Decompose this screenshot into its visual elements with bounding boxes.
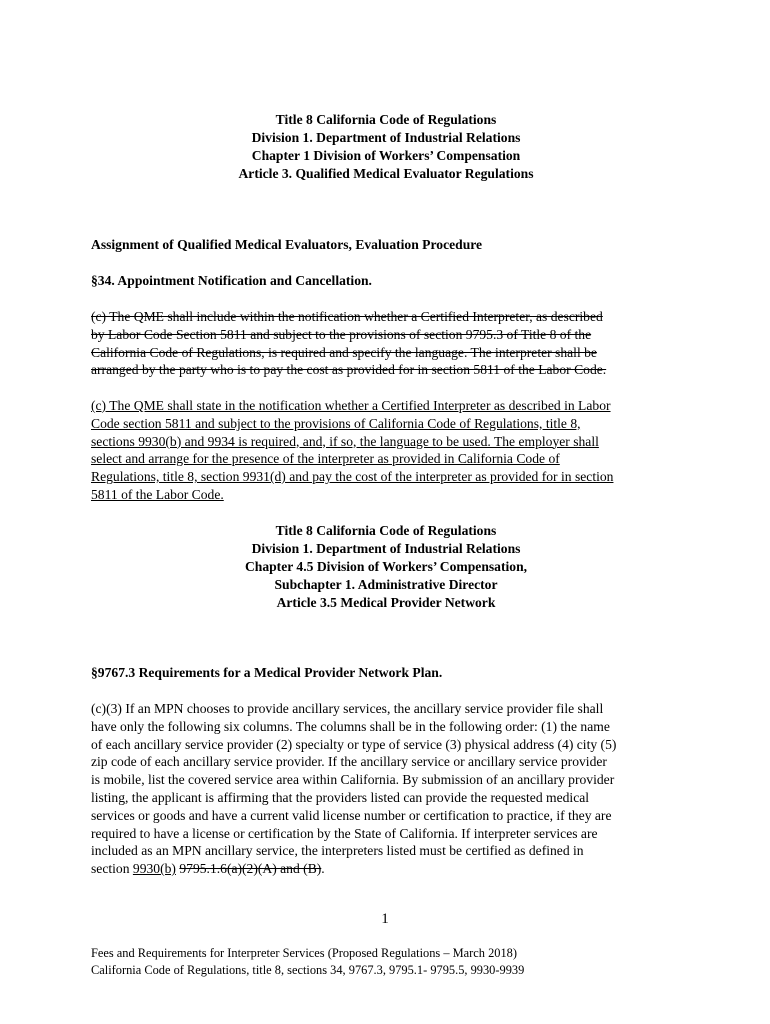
footer-line: California Code of Regulations, title 8, sections 34, 9767.3, 9795.1- 9795.5, 9930-9939 — [91, 963, 525, 977]
text-line: included as an MPN ancillary service, the interpreters listed must be certified as defined in — [91, 843, 584, 859]
text-line: (c)(3) If an MPN chooses to provide ancillary services, the ancillary service provider file shall — [91, 701, 604, 716]
page-number: 1 — [381, 911, 389, 927]
regulation-header-1 — [91, 111, 681, 183]
header-line: Division 1. Department of Industrial Relations — [251, 130, 521, 145]
header-line: Division 1. Department of Industrial Relations — [251, 541, 521, 556]
text-segment: . — [321, 861, 325, 877]
text-line: by Labor Code Section 5811 and subject to the provisions of section 9795.3 of Title 8 of the — [91, 326, 592, 342]
section-9767-3-paragraph — [91, 700, 681, 878]
section-34-heading: §34. Appointment Notification and Cancellation. — [91, 273, 372, 288]
text-line: Regulations, title 8, section 9931(d) and pay the cost of the interpreter as provided for in section — [91, 469, 614, 485]
text-line: California Code of Regulations, is required and specify the language. The interpreter shall be — [91, 344, 597, 360]
text-line: (c) The QME shall state in the notification whether a Certified Interpreter as described in Labor — [91, 398, 611, 413]
text-line: zip code of each ancillary service provider. If the ancillary service or ancillary service provider — [91, 754, 607, 770]
text-line: 5811 of the Labor Code. — [91, 486, 224, 502]
header-line: Article 3.5 Medical Provider Network — [276, 595, 496, 610]
text-line: sections 9930(b) and 9934 is required, and, if so, the language to be used. The employer shall — [91, 433, 599, 449]
header-line: Subchapter 1. Administrative Director — [274, 577, 498, 592]
text-line: of each ancillary service provider (2) specialty or type of service (3) physical address (4) city (5) — [91, 736, 617, 752]
header-line: Chapter 1 Division of Workers’ Compensation — [251, 148, 521, 163]
text-line: services or goods and have a current valid license number or certification to practice, if they are — [91, 807, 612, 823]
text-line: have only the following six columns. The columns shall be in the following order: (1) the name — [91, 718, 610, 734]
footer-line: Fees and Requirements for Interpreter Services (Proposed Regulations – March 2018) — [91, 946, 517, 960]
header-line: Title 8 California Code of Regulations — [275, 112, 497, 127]
header-line: Title 8 California Code of Regulations — [275, 523, 497, 538]
text-line: is mobile, list the covered service area within California. By submission of an ancillary provider — [91, 772, 615, 788]
text-line: required to have a license or certification by the State of California. If interpreter services are — [91, 825, 598, 841]
regulation-header-2 — [91, 522, 681, 612]
text-line: select and arrange for the presence of the interpreter as provided in California Code of — [91, 451, 560, 467]
header-line: Article 3. Qualified Medical Evaluator Regulations — [238, 166, 534, 181]
added-paragraph — [91, 397, 681, 504]
last-text-line — [91, 860, 681, 878]
header-line: Chapter 4.5 Division of Workers’ Compensation, — [244, 559, 528, 574]
deleted-paragraph — [91, 308, 681, 379]
page-footer — [91, 945, 524, 979]
section-subtitle: Assignment of Qualified Medical Evaluators, Evaluation Procedure — [91, 237, 483, 252]
section-9767-3-heading: §9767.3 Requirements for a Medical Provider Network Plan. — [91, 665, 443, 680]
text-line: (c) The QME shall include within the notification whether a Certified Interpreter, as described — [91, 309, 603, 324]
text-line: Code section 5811 and subject to the provisions of California Code of Regulations, title 8, — [91, 415, 581, 431]
text-line: listing, the applicant is affirming that the providers listed can provide the requested medical — [91, 789, 590, 805]
deleted-citation: 9795.1.6(a)(2)(A) and (B) — [179, 861, 322, 877]
added-citation: 9930(b) — [132, 861, 176, 877]
text-line: arranged by the party who is to pay the cost as provided for in section 5811 of the Labor Code. — [91, 362, 607, 378]
text-segment: section — [91, 861, 133, 877]
